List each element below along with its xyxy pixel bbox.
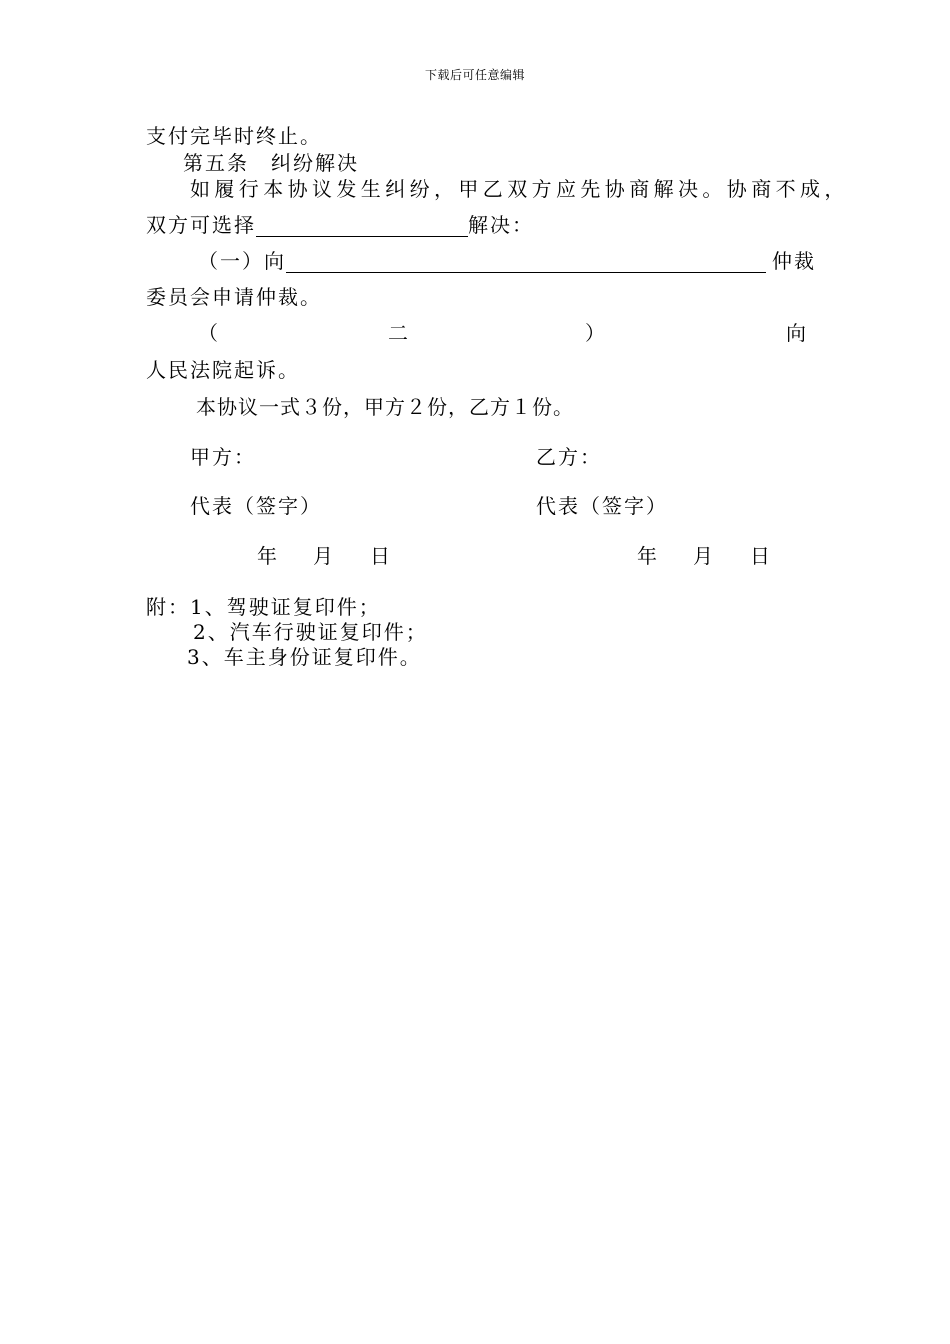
party-a-month: 月 [313,544,333,568]
party-a-label: 甲方： [190,445,256,469]
option-arbitration [198,249,816,273]
party-a-representative: 代表（签字） [190,494,322,518]
attachment-item-2: 2、汽车行驶证复印件； [193,620,428,644]
party-b-representative: 代表（签字） [536,494,668,518]
paragraph-dispute-1: 如履行本协议发生纠纷，甲乙双方应先协商解决。协商不成， [190,177,849,201]
copies-clause: 本协议一式３份，甲方２份，乙方１份。 [196,395,574,419]
blank-dispute-method[interactable] [256,216,468,237]
choose-prefix: 双方可选择 [146,213,256,237]
party-b-year: 年 [637,544,657,568]
party-a-year: 年 [257,544,277,568]
option-1-prefix: （一）向 [198,249,286,273]
option-1-suffix: 仲裁 [772,249,816,273]
party-b-day: 日 [750,544,770,568]
text-line-1: 支付完毕时终止。 [146,124,322,148]
option-2-close: ） [585,321,605,345]
attachment-1 [146,595,381,619]
option-2-to: 向 [786,321,806,345]
party-a-day: 日 [370,544,390,568]
paragraph-dispute-2 [146,213,534,237]
option-2-number: 二 [388,321,408,345]
article-title: 第五条 纠纷解决 [183,151,359,175]
party-b-label: 乙方： [536,445,602,469]
option-2-open: （ [198,321,218,345]
page-header: 下载后可任意编辑 [424,68,525,82]
option-court-cont: 人民法院起诉。 [146,358,300,382]
attachment-item-3: 3、车主身份证复印件。 [187,645,422,669]
blank-arbitration-commission[interactable] [286,252,766,273]
party-b-month: 月 [693,544,713,568]
choose-suffix: 解决： [468,213,534,237]
option-arbitration-cont: 委员会申请仲裁。 [146,285,322,309]
attachment-item-1: 1、驾驶证复印件； [190,595,381,619]
attachments-label: 附： [146,595,190,619]
